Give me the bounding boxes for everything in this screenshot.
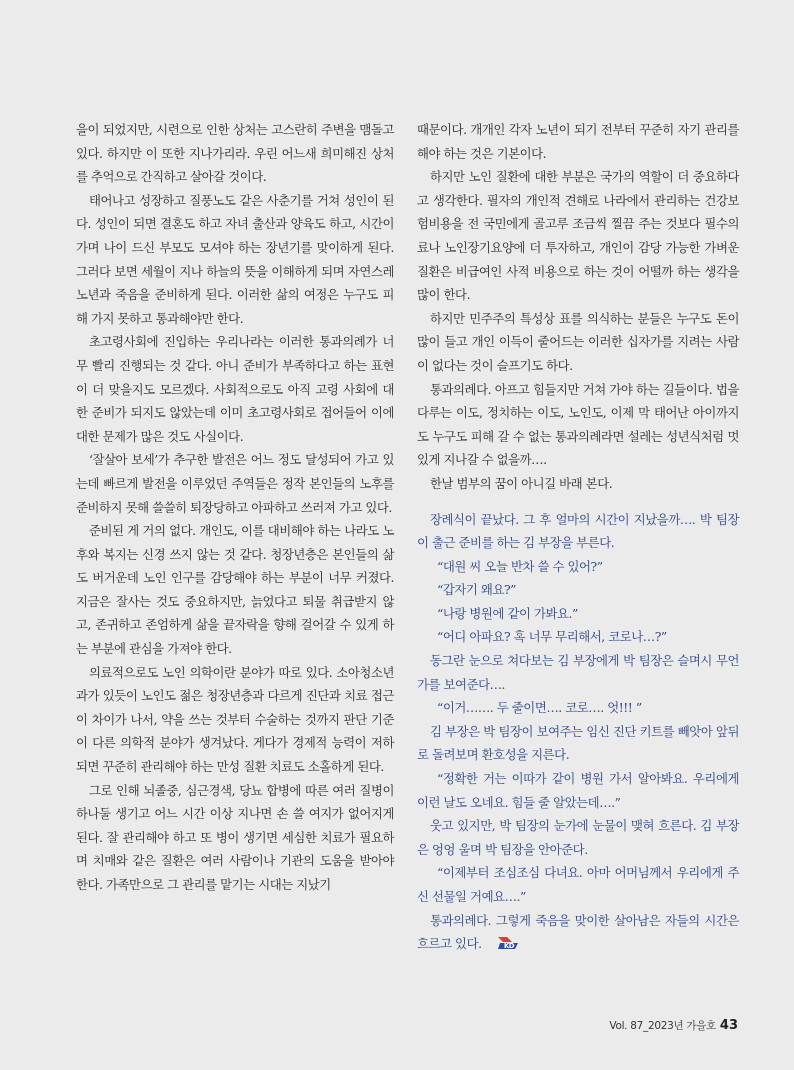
story-narration: 웃고 있지만, 박 팀장의 눈가에 눈물이 맺혀 흐른다. 김 부장은 엉엉 울며 박 팀장을 안아준다.: [417, 818, 739, 857]
story-narration: 김 부장은 박 팀장이 보여주는 임신 진단 키트를 빼앗아 앞뒤로 돌려보며 환호성을 지른다.: [417, 723, 739, 763]
story-dialog: “정확한 거는 이따가 같이 병원 가서 알아봐요. 우리에게 이런 날도 오네요. 힘들 줄 알았는데….”: [417, 771, 739, 810]
left-column: [76, 118, 394, 897]
paragraph: 을이 되었지만, 시련으로 인한 상처는 고스란히 주변을 맴돌고 있다. 하지만 이 또한 지나가리라. 우린 어느새 희미해진 상처를 추억으로 간직하고 살아갈 것이다.: [76, 122, 394, 185]
paragraph: 때문이다. 개개인 각자 노년이 되기 전부터 꾸준히 자기 관리를 해야 하는 것은 기본이다.: [417, 122, 739, 161]
issue-label: Vol. 87_2023년 가을호: [609, 1020, 716, 1032]
paragraph: 통과의례다. 아프고 힘들지만 거쳐 가야 하는 길들이다. 법을 다루는 이도, 정치하는 이도, 노인도, 이제 막 태어난 아이까지도 누구도 피해 갈 수 없는 통과의례라면 설레는 성년식처럼 멋있게 지나갈 수 없을까….: [417, 381, 739, 468]
story-section: [417, 508, 739, 957]
right-column: [417, 118, 739, 957]
story-dialog: “이제부터 조심조심 다녀요. 아마 어머님께서 우리에게 주신 선물일 거예요….”: [417, 865, 739, 904]
paragraph: 준비된 게 거의 없다. 개인도, 이를 대비해야 하는 나라도 노후와 복지는 신경 쓰지 않는 것 같다. 청장년층은 본인들의 삶도 버거운데 노인 인구를 감당해야 하는 부분이 너무 커졌다. 지금은 잘사는 것도 중요하지만, 늙었다고 퇴물 취급받지 않고, 존귀하고 존엄하게 삶을 끝자락을 향해 걸어갈 수 있게 하는 부분에 관심을 가져야 한다.: [76, 523, 394, 657]
paragraph: 초고령사회에 진입하는 우리나라는 이러한 통과의례가 너무 빨리 진행되는 것 같다. 아니 준비가 부족하다고 하는 표현이 더 맞을지도 모르겠다. 사회적으로도 아직 고령 사회에 대한 준비가 되지도 않았는데 이미 초고령사회로 접어들어 이에 대한 문제가 많은 것도 사실이다.: [76, 334, 394, 444]
story-dialog: “대원 씨 오늘 반차 쓸 수 있어?”: [437, 558, 603, 574]
story-narration: 장례식이 끝났다. 그 후 얼마의 시간이 지났을까…. 박 팀장이 출근 준비를 하는 김 부장을 부른다.: [417, 511, 739, 551]
paragraph: 태어나고 성장하고 질풍노도 같은 사춘기를 거쳐 성인이 된다. 성인이 되면 결혼도 하고 자녀 출산과 양육도 하고, 시간이 가며 나이 드신 부모도 모셔야 하는 장년기를 맞이하게 된다. 그러다 보면 세월이 지나 하늘의 뜻을 이해하게 되며 자연스레 노년과 죽음을 준비하게 된다. 이러한 삶의 여정은 누구도 피해 가지 못하고 통과해야만 한다.: [76, 192, 394, 326]
paragraph: 하지만 노인 질환에 대한 부분은 국가의 역할이 더 중요하다고 생각한다. 필자의 개인적 견해로 나라에서 관리하는 건강보험비용을 전 국민에게 골고루 조금씩 찔끔 주는 것보다 필수의료나 노인장기요양에 더 투자하고, 개인이 감당 가능한 가벼운 질환은 비급여인 사적 비용으로 하는 것이 어떨까 하는 생각을 많이 한다.: [417, 169, 739, 303]
kd-logo-icon: [485, 933, 520, 957]
paragraph: ‘잘살아 보세’가 추구한 발전은 어느 정도 달성되어 가고 있는데 빠르게 발전을 이루었던 주역들은 정작 본인들의 노후를 준비하지 못해 쓸쓸히 퇴장당하고 아파하고 쓰러져 가고 있다.: [76, 452, 394, 515]
paragraph: 하지만 민주주의 특성상 표를 의식하는 분들은 누구도 돈이 많이 들고 개인 이득이 줄어드는 이러한 십자가를 지려는 사람이 없다는 것이 슬프기도 하다.: [417, 310, 739, 373]
story-dialog: “어디 아파요? 혹 너무 무리해서, 코로나…?”: [437, 629, 667, 645]
story-narration: [417, 909, 739, 957]
page-footer: [609, 1014, 738, 1033]
paragraph: 한날 범부의 꿈이 아니길 바래 본다.: [430, 475, 613, 491]
story-narration: 동그란 눈으로 쳐다보는 김 부장에게 박 팀장은 슬며시 무언가를 보여준다….: [417, 653, 739, 692]
story-dialog: “나랑 병원에 같이 가봐요.”: [437, 605, 578, 621]
story-dialog: “이거……. 두 줄이면…. 코로…. 엇!!! ”: [437, 700, 642, 716]
story-dialog: “갑자기 왜요?”: [437, 582, 517, 598]
story-ending-text: 통과의례다. 그렇게 죽음을 맞이한 살아남은 자들의 시간은 흐르고 있다.: [417, 912, 739, 952]
paragraph: 의료적으로도 노인 의학이란 분야가 따로 있다. 소아청소년과가 있듯이 노인도 젊은 청장년층과 다르게 진단과 치료 접근이 차이가 나서, 약을 쓰는 것부터 수술하는 것까지 판단 기준이 다른 의학적 분야가 생겨났다. 게다가 경제적 능력이 저하되면 꾸준히 관리해야 하는 만성 질환 치료도 소홀하게 된다.: [76, 664, 394, 775]
page-number: 43: [719, 1018, 738, 1033]
paragraph: 그로 인해 뇌졸중, 심근경색, 당뇨 합병에 따른 여러 질병이 하나둘 생기고 어느 시간 이상 지나면 손 쓸 여지가 없어지게 된다. 잘 관리해야 하고 또 병이 생기면 세심한 치료가 필요하며 치매와 같은 질환은 여러 사람이나 기관의 도움을 받아야 한다. 가족만으로 그 관리를 맡기는 시대는 지났기: [76, 782, 394, 892]
svg-text:KD: KD: [503, 942, 514, 950]
